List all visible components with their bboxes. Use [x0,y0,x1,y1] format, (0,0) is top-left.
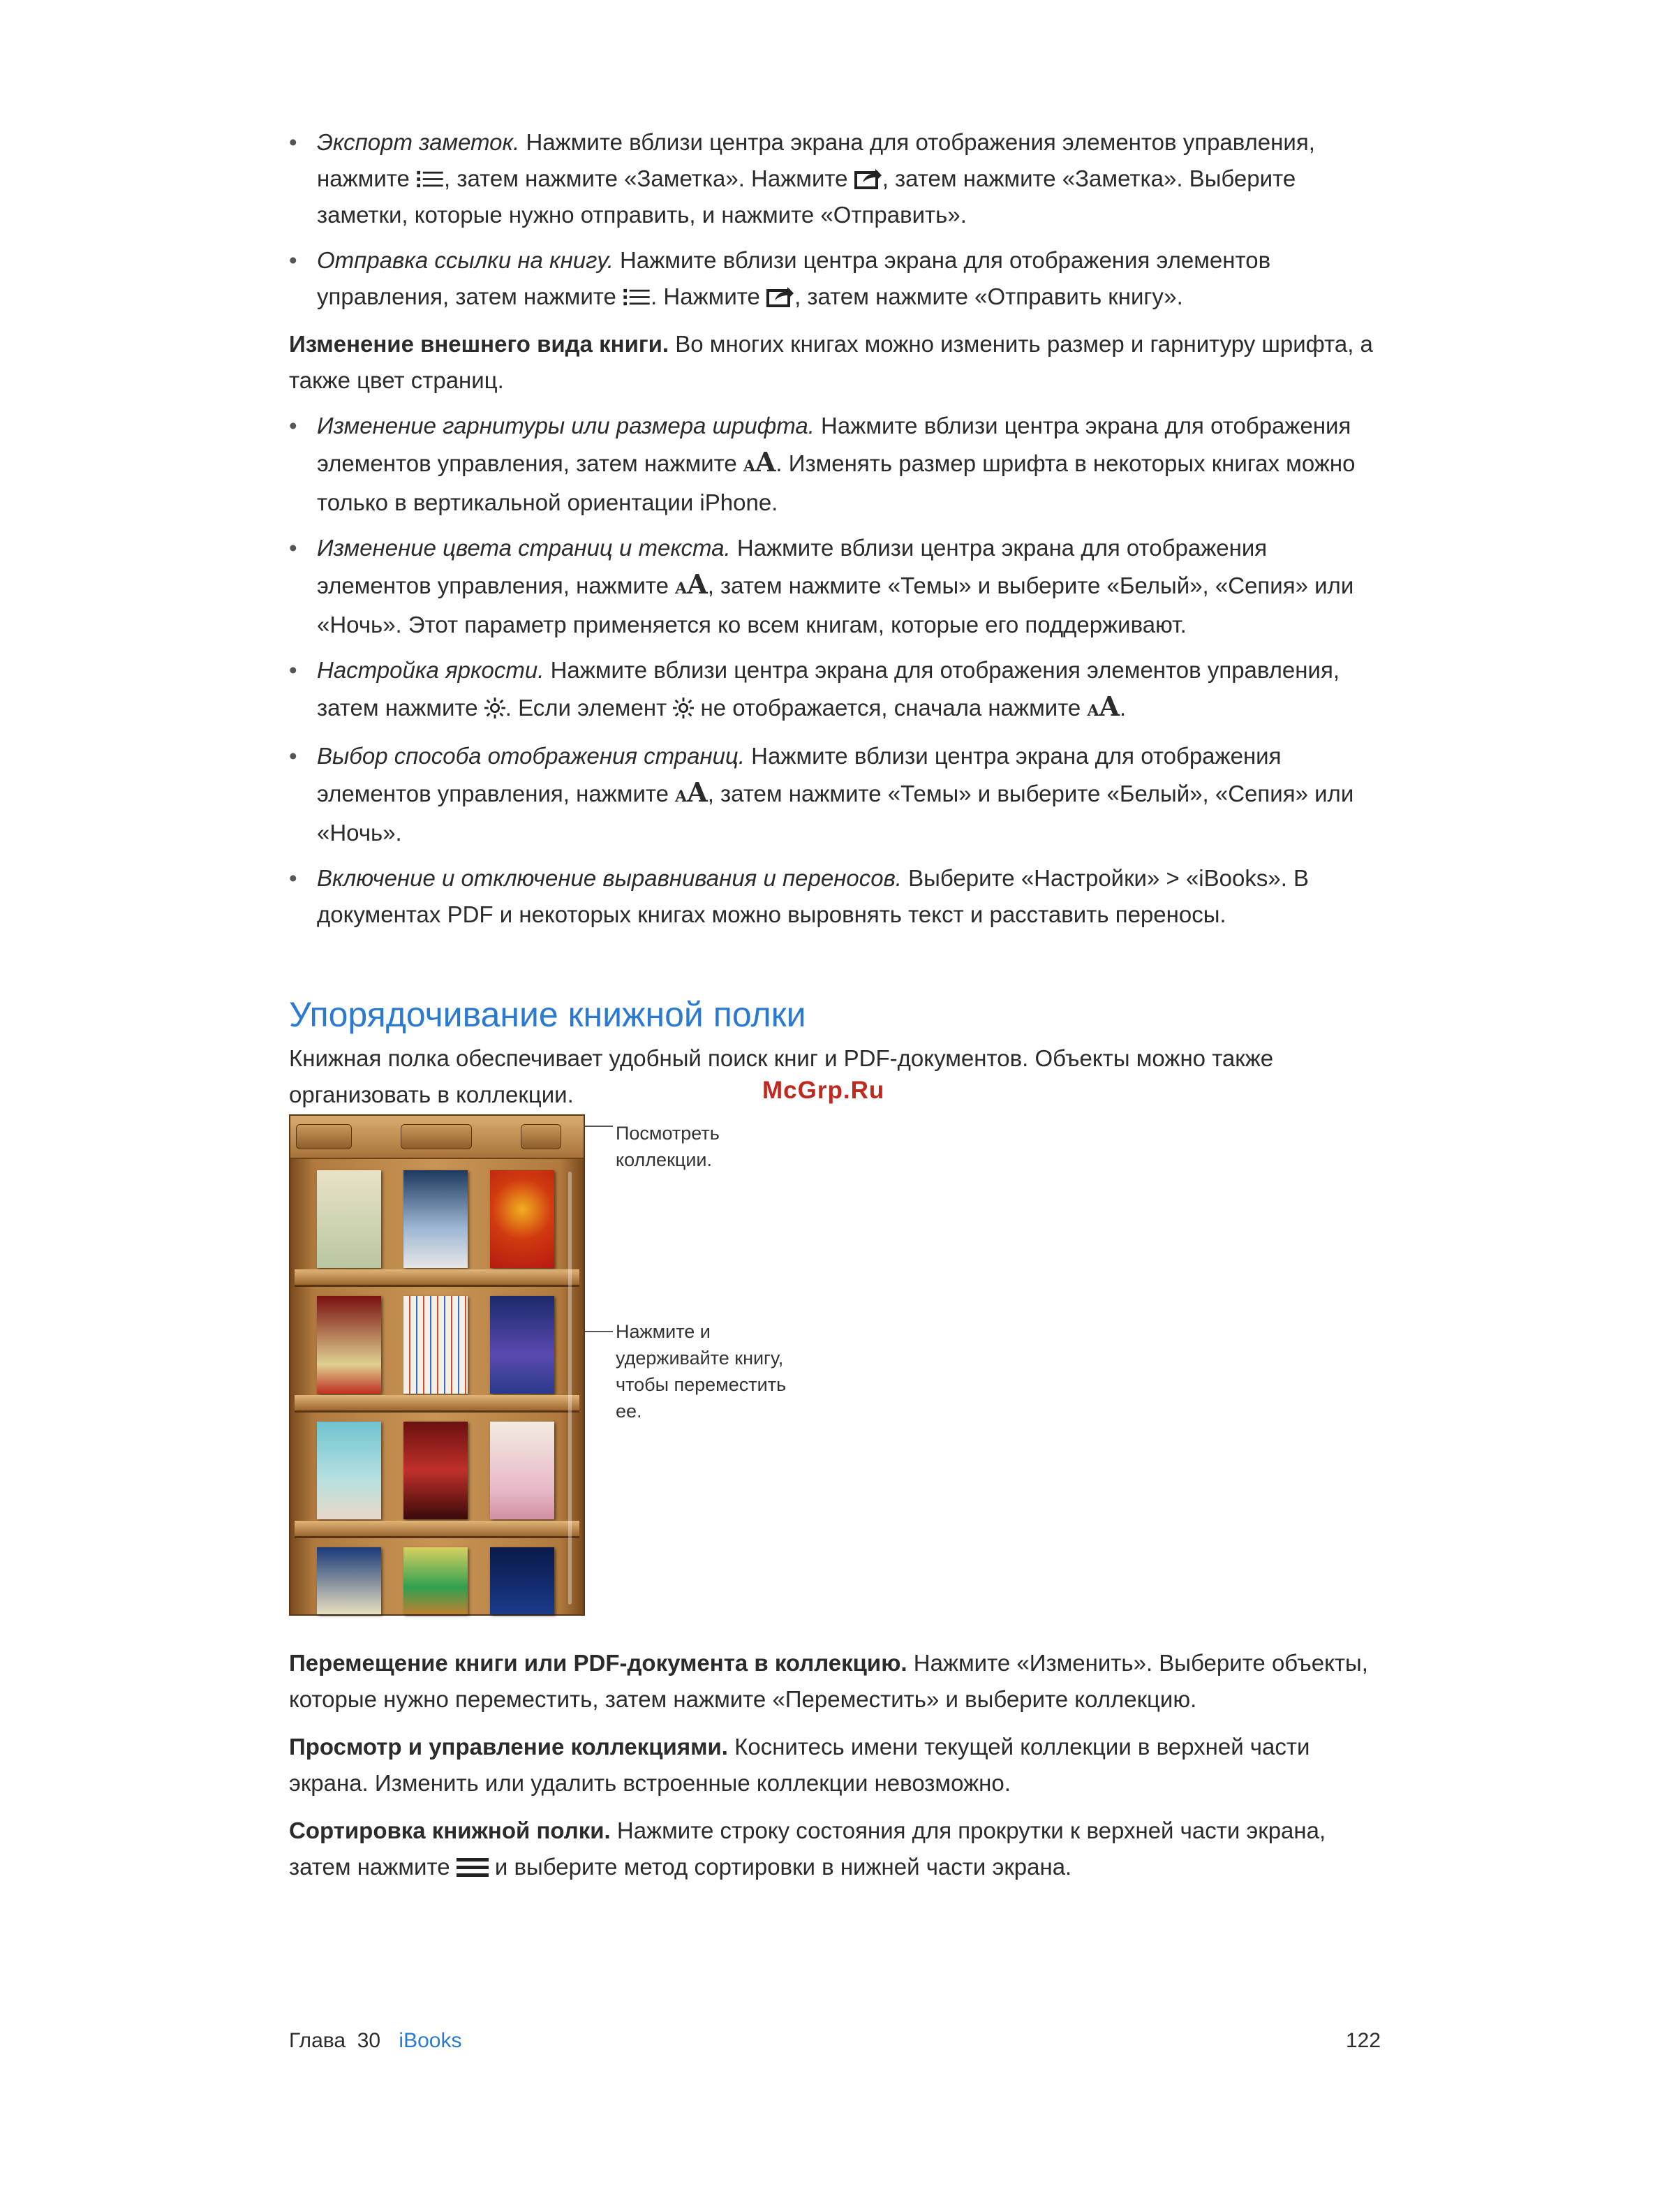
move-paragraph: Перемещение книги или PDF-документа в коллекцию. Нажмите «Изменить». Выберите объекты, которые нужно переместить, затем нажмите «Переместить» и выберите коллекцию. [289,1650,1368,1712]
callout-collections: Посмотреть коллекции. [616,1123,720,1170]
bottom-content [289,1645,1378,1894]
bullet-export-notes: • Экспорт заметок. Нажмите вблизи центра экрана для отображения элементов управления, нажмите , затем нажмите «Заметка». Нажмите , затем нажмите «Заметка». Выберите заметки, которые нужно отправить, и нажмите «Отправить». [289,124,1378,233]
callout-move-book: Нажмите и удерживайте книгу, чтобы переместить ее. [616,1321,787,1422]
book-cover[interactable] [317,1170,381,1268]
share-icon [766,285,794,307]
bullet-term: Изменение цвета страниц и текста. [317,535,731,561]
list-icon [623,288,651,307]
paragraph-heading: Просмотр и управление коллекциями. [289,1734,728,1760]
footer-chapter [289,2029,461,2053]
bookshelf-image [289,1114,585,1616]
book-cover[interactable] [403,1170,468,1268]
toolbar-button-left[interactable] [296,1124,352,1149]
collections-button[interactable] [401,1124,472,1149]
callout-line [585,1331,613,1332]
book-cover[interactable] [317,1296,381,1394]
bullet-brightness: • Настройка яркости. Нажмите вблизи центра экрана для отображения элементов управления, затем нажмите . Если элемент не отображается, сначала нажмите AA. [289,652,1378,729]
paragraph-heading: Сортировка книжной полки. [289,1817,611,1843]
page-content [289,124,1378,1113]
bullet-term: Изменение гарнитуры или размера шрифта. [317,413,815,438]
book-cover[interactable] [317,1547,381,1614]
bullet-term: Настройка яркости. [317,657,544,683]
paragraph-heading: Изменение внешнего вида книги. [289,331,669,357]
collections-paragraph: Просмотр и управление коллекциями. Коснитесь имени текущей коллекции в верхней части экрана. Изменить или удалить встроенные коллекции невозможно. [289,1734,1310,1796]
book-cover[interactable] [403,1547,468,1614]
book-cover[interactable] [490,1296,554,1394]
page-number: 122 [1346,2029,1381,2052]
share-icon [854,167,882,189]
bullet-term: Выбор способа отображения страниц. [317,743,746,769]
bullet-term: Экспорт заметок. [317,129,520,155]
chapter-label: Глава 30 [289,2029,381,2052]
font-size-icon: AA [1087,691,1120,722]
watermark: McGrp.Ru [762,1077,885,1104]
book-cover[interactable] [490,1547,554,1614]
font-size-icon: AA [675,776,708,808]
sort-paragraph: Сортировка книжной полки. Нажмите строку состояния для прокрутки к верхней части экрана, затем нажмите и выберите метод сортировки в нижней части экрана. [289,1817,1326,1880]
bullet-justify: • Включение и отключение выравнивания и переносов. Выберите «Настройки» > «iBooks». В документах PDF и некоторых книгах можно выровнять текст и расставить переносы. [289,860,1378,933]
section-intro: Книжная полка обеспечивает удобный поиск книг и PDF-документов. Объекты можно также организовать в коллекции. [289,1045,1274,1107]
book-cover[interactable] [403,1422,468,1519]
bullet-term: Включение и отключение выравнивания и переносов. [317,865,902,891]
paragraph-heading: Перемещение книги или PDF-документа в коллекцию. [289,1650,907,1676]
shelf-board [295,1395,579,1413]
bullet-font: • Изменение гарнитуры или размера шрифта. Нажмите вблизи центра экрана для отображения элементов управления, затем нажмите AA. Изменять размер шрифта в некоторых книгах можно только в вертикальной ориентации iPhone. [289,408,1378,521]
bullet-color: • Изменение цвета страниц и текста. Нажмите вблизи центра экрана для отображения элементов управления, нажмите AA, затем нажмите «Темы» и выберите «Белый», «Сепия» или «Ночь». Этот параметр применяется ко всем книгам, которые его поддерживают. [289,530,1378,643]
bullet-term: Отправка ссылки на книгу. [317,247,614,273]
sort-list-icon [457,1857,489,1878]
toolbar-button-right[interactable] [521,1124,561,1149]
section-title: Упорядочивание книжной полки [289,995,806,1034]
bookshelf-toolbar [290,1116,584,1159]
book-cover[interactable] [317,1422,381,1519]
book-cover[interactable] [490,1422,554,1519]
bullet-page-view: • Выбор способа отображения страниц. Нажмите вблизи центра экрана для отображения элементов управления, нажмите AA, затем нажмите «Темы» и выберите «Белый», «Сепия» или «Ночь». [289,738,1378,851]
brightness-icon [673,698,694,718]
shelf-board [295,1521,579,1538]
scroll-indicator[interactable] [568,1172,572,1605]
book-cover[interactable] [403,1296,468,1394]
bookshelf-figure [289,1114,589,1616]
brightness-icon [484,698,505,718]
list-icon [416,170,444,189]
chapter-link[interactable]: iBooks [399,2029,462,2052]
book-cover[interactable] [490,1170,554,1268]
appearance-paragraph: Изменение внешнего вида книги. Во многих книгах можно изменить размер и гарнитуру шрифта, а также цвет страниц. [289,331,1373,393]
font-size-icon: AA [743,446,776,478]
bullet-send-link: • Отправка ссылки на книгу. Нажмите вблизи центра экрана для отображения элементов управления, затем нажмите . Нажмите , затем нажмите «Отправить книгу». [289,242,1378,315]
shelf-board [295,1269,579,1287]
font-size-icon: AA [675,568,708,600]
callout-line [585,1126,613,1127]
